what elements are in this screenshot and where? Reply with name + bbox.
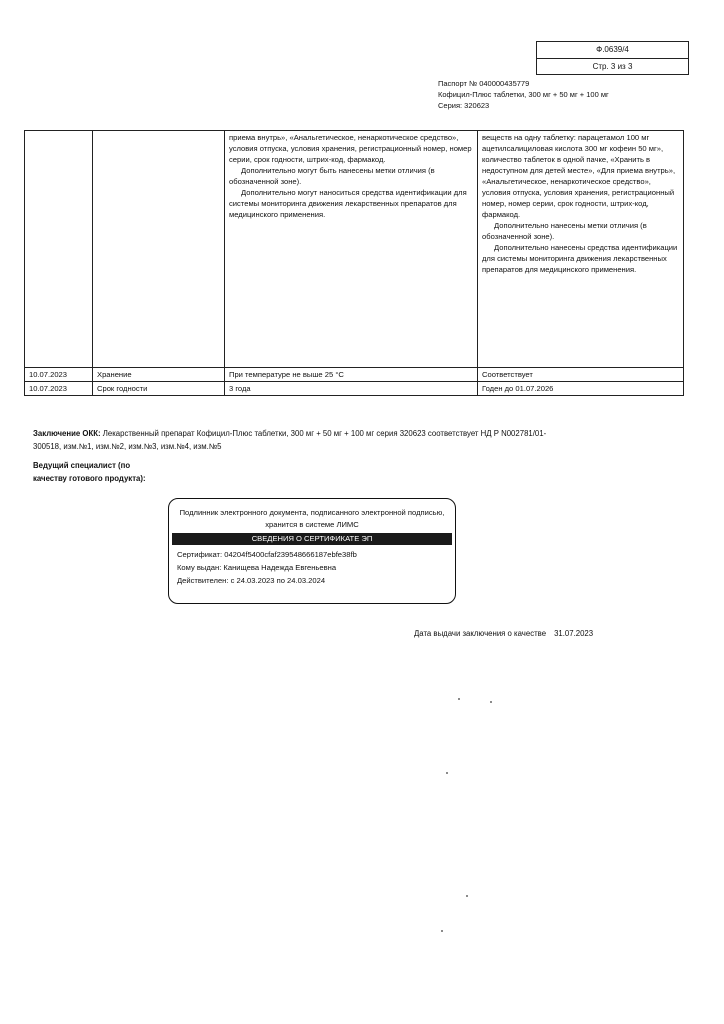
issue-date-value: 31.07.2023 xyxy=(554,629,594,638)
conclusion-text: Лекарственный препарат Кофицил-Плюс таблетки, 300 мг + 50 мг + 100 мг серия 320623 соответствует НД Р N002781/01-300518, изм.№1, изм.№2, изм.№3, изм.№4, изм.№5 xyxy=(33,429,547,451)
cell-text: веществ на одну таблетку: парацетамол 100 мг ацетилсалициловая кислота 300 мг кофеин 50 мг», количество таблеток в одной пачке, «Хранить в недоступном для детей месте», «Для приема внутрь», «Анальгетическое, ненаркотическое средство», условия отпуска, условия хранения, регистрационный номер, номер серии, срок годности, штрих-код, фармакод. xyxy=(482,133,676,219)
stamp-valid: Действителен: с 24.03.2023 по 24.03.2024 xyxy=(177,576,326,585)
stamp-certificate: Сертификат: 04204f5400cfaf239548666187ebfe38fb xyxy=(177,550,357,559)
conclusion-label: Заключение ОКК: xyxy=(33,429,101,438)
table-row xyxy=(25,368,684,382)
quality-table xyxy=(24,130,684,396)
cell-text: Дополнительно нанесены метки отличия (в обозначенной зоне). xyxy=(482,221,647,241)
passport-block xyxy=(438,78,609,111)
table-row xyxy=(25,382,684,396)
issue-date xyxy=(414,629,593,638)
table-cell xyxy=(25,131,93,368)
scan-speck xyxy=(466,895,468,897)
table-cell-requirement xyxy=(225,131,478,368)
cell-text: Дополнительно могут быть нанесены метки отличия (в обозначенной зоне). xyxy=(229,166,435,186)
passport-product: Кофицил-Плюс таблетки, 300 мг + 50 мг + 100 мг xyxy=(438,90,609,99)
cell-text: Дополнительно могут наноситься средства идентификации для системы мониторинга движения лекарственных препаратов для медицинского применения. xyxy=(229,188,467,219)
scan-speck xyxy=(441,930,443,932)
signature-stamp xyxy=(168,498,456,604)
stamp-bar: СВЕДЕНИЯ О СЕРТИФИКАТЕ ЭП xyxy=(172,533,452,545)
stamp-header: Подлинник электронного документа, подписанного электронной подписью, хранится в системе ЛИМС xyxy=(179,508,445,529)
specialist-label: Ведущий специалист (по качеству готового продукта): xyxy=(33,461,146,483)
row-date: 10.07.2023 xyxy=(25,382,93,396)
row-param: Срок годности xyxy=(93,382,225,396)
scan-speck xyxy=(458,698,460,700)
form-code: Ф.0639/4 xyxy=(537,42,688,59)
form-code-box xyxy=(536,41,689,75)
page-number: Стр. 3 из 3 xyxy=(592,62,633,71)
scan-speck xyxy=(490,701,492,703)
table-cell xyxy=(93,131,225,368)
table-cell-result xyxy=(478,131,684,368)
row-date: 10.07.2023 xyxy=(25,368,93,382)
cell-text: приема внутрь», «Анальгетическое, ненаркотическое средство», условия отпуска, условия хранения, регистрационный номер, номер серии, срок годности, штрих-код, фармакод. xyxy=(229,133,472,164)
scan-speck xyxy=(446,772,448,774)
row-requirement: При температуре не выше 25 °С xyxy=(225,368,478,382)
issue-date-label: Дата выдачи заключения о качестве xyxy=(414,629,547,638)
row-result: Годен до 01.07.2026 xyxy=(478,382,684,396)
table-row xyxy=(25,131,684,368)
passport-number: Паспорт № 040000435779 xyxy=(438,79,530,88)
cell-text: Дополнительно нанесены средства идентификации для системы мониторинга движения лекарственных препаратов для медицинского применения. xyxy=(482,243,678,274)
stamp-issued-to: Кому выдан: Канищева Надежда Евгеньевна xyxy=(177,563,337,572)
row-param: Хранение xyxy=(93,368,225,382)
passport-series: Серия: 320623 xyxy=(438,101,490,110)
conclusion xyxy=(33,427,573,453)
row-requirement: 3 года xyxy=(225,382,478,396)
row-result: Соответствует xyxy=(478,368,684,382)
